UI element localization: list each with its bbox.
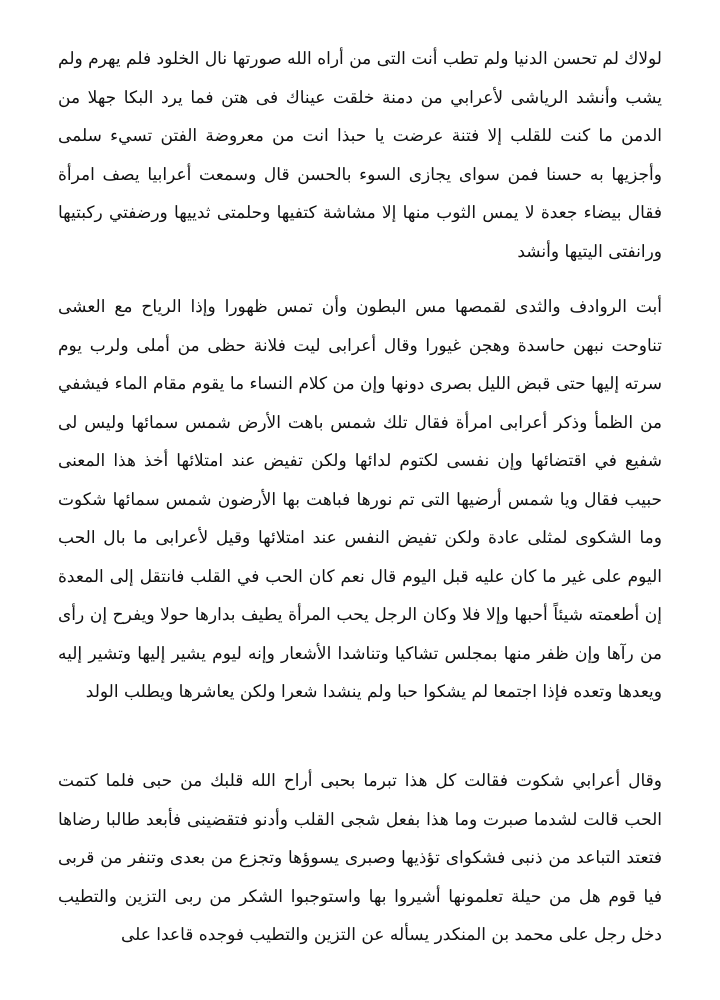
paragraph-1: لولاك لم تحسن الدنيا ولم تطب أنت التى من أراه الله صورتها نال الخلود فلم يهرم ولم يشب وأنشد الرياشى لأعرابي من دمنة خلقت عيناك فى هتن فما يرد البكا جهلا من الدمن ما كنت للقلب إلا فتنة عرضت يا حبذا انت من معروضة الفتن تسيء سلمى وأجزيها به حسنا فمن سواى يجازى السوء بالحسن قال وسمعت أعرابيا يصف امرأة فقال بيضاء جعدة لا يمس الثوب منها إلا مشاشة كتفيها وحلمتى ثدييها ورضفتي ركبتيها ورانفتى اليتيها وأنشد	[58, 49, 662, 262]
paragraph-3: وقال أعرابي شكوت فقالت كل هذا تبرما بحبى أراح الله قلبك من حبى فلما كتمت الحب قالت لشدما صبرت وما هذا بفعل شجى القلب وأدنو فتقضينى فأبعد طالبا رضاها فتعتد التباعد من ذنبى فشكواى تؤذيها وصبرى يسوؤها وتجزع من بعدى وتنفر من قربى فيا قوم هل من حيلة تعلمونها أشيروا بها واستوجبوا الشكر من ربى التزين والتطيب دخل رجل على محمد بن المنكدر يسأله عن التزين والتطيب فوجده قاعدا على	[58, 771, 662, 945]
paragraph-2: أبت الروادف والثدى لقمصها مس البطون وأن تمس ظهورا وإذا الرياح مع العشى تناوحت نبهن حاسدة وهجن غيورا وقال أعرابى ليت فلانة حظى من أملى ولرب يوم سرته إليها حتى قبض الليل بصرى دونها وإن من كلام النساء ما يقوم مقام الماء فيشفي من الظمأ وذكر أعرابى امرأة فقال تلك شمس باهت الأرض شمس سمائها وليس لى شفيع في اقتضائها وإن نفسى لكتوم لدائها ولكن تفيض عند امتلائها أخذ هذا المعنى حبيب فقال ويا شمس أرضيها التى تم نورها فباهت بها الأرضون شمس سمائها شكوت وما الشكوى لمثلى عادة ولكن تفيض النفس عند امتلائها وقيل لأعرابى ما بال الحب اليوم على غير ما كان عليه قبل اليوم قال نعم كان الحب في القلب فانتقل إلى المعدة إن أطعمته شيئاً أحبها وإلا فلا وكان الرجل يحب المرأة يطيف بدارها حولا ويفرح إن رأى من رآها وإن ظفر منها بمجلس تشاكيا وتناشدا الأشعار وإنه ليوم يشير إليها وتشير إليه ويعدها وتعده فإذا اجتمعا لم يشكوا حبا ولم ينشدا شعرا ولكن يعاشرها ويطلب الولد	[58, 297, 662, 702]
